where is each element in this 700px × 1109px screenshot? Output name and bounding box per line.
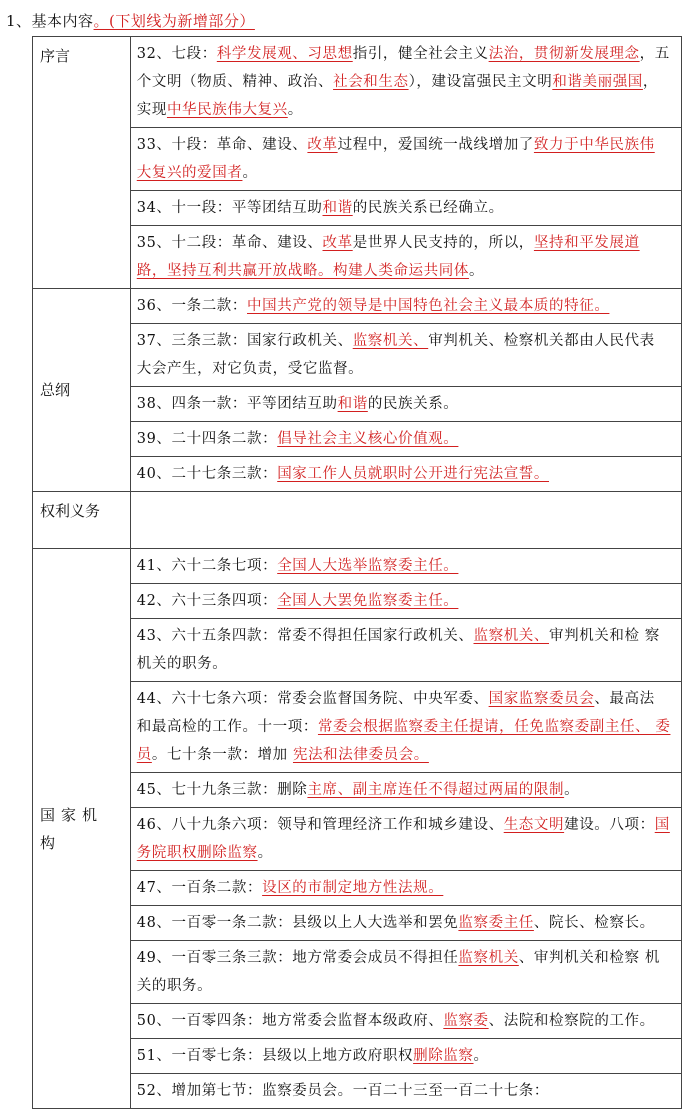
amendment-item [131, 941, 681, 1004]
heading-text: 1、基本内容 [6, 12, 94, 30]
item-text: 44、六十七条六项：常委会监督国务院、中央军委、 [136, 691, 489, 707]
amendment-item [131, 387, 681, 422]
item-text: 。七十条一款：增加 [151, 747, 293, 763]
item-text: 47、一百条二款： [136, 880, 263, 896]
added-text: 常委会根据监察委主任提请，任免监察委副主任、 委员 [136, 719, 671, 763]
item-list [130, 492, 681, 549]
item-text: 48、一百零一条二款：县级以上人大选举和罢免 [136, 915, 459, 931]
item-text: 。 [257, 845, 273, 861]
item-text: 的民族关系。 [367, 396, 459, 412]
item-list [130, 549, 681, 1109]
added-text: 坚持和平发展道 路，坚持互利共赢开放战略。构建人类命运共同体 [136, 235, 640, 279]
item-text: 50、一百零四条：地方常委会监督本级政府、 [136, 1013, 444, 1029]
amendment-item [131, 1074, 681, 1108]
item-text: 审判机关、检察机关都由人民代表 大会产生，对它负责，受它监督。 [136, 333, 655, 377]
section-row-preamble [33, 37, 682, 289]
amendment-item [131, 1039, 681, 1074]
added-text: 和谐 [322, 200, 353, 216]
item-text: 37、三条三款：国家行政机关、 [136, 333, 353, 349]
added-text: 全国人大罢免监察委主任。 [277, 593, 459, 609]
added-text: 致力于中华民族伟 大复兴的爱国者 [136, 137, 655, 181]
section-title: 序言 [33, 37, 131, 289]
item-text: ，实现 [136, 74, 659, 118]
added-text: 国家工作人员就职时公开进行宪法宣誓。 [277, 466, 550, 482]
item-text: 。 [242, 165, 258, 181]
item-text: 。 [287, 102, 303, 118]
item-text: 52、增加第七节：监察委员会。一百二十三至一百二十七条： [136, 1083, 549, 1099]
amendment-item [131, 584, 681, 619]
amendment-item [131, 226, 681, 288]
added-text: 国家监察委员会 [488, 691, 595, 707]
added-text: 宪法和法律委员会。 [292, 747, 429, 763]
item-text: 41、六十二条七项： [136, 558, 278, 574]
added-text: 监察机关、 [473, 628, 549, 644]
amendment-item [131, 773, 681, 808]
item-text: 32、七段： [136, 46, 217, 62]
item-text: 指引，健全社会主义 [352, 46, 489, 62]
item-text: 建设。八项： [564, 817, 655, 833]
amendment-item [131, 619, 681, 682]
added-text: 和谐 [337, 396, 368, 412]
item-text: 51、一百零七条：县级以上地方政府职权 [136, 1048, 414, 1064]
item-text: 。 [564, 782, 580, 798]
added-text: 监察委主任 [458, 915, 534, 931]
item-text: 、法院和检察院的工作。 [488, 1013, 655, 1029]
item-list [130, 37, 681, 289]
added-text: 设区的市制定地方性法规。 [262, 880, 444, 896]
added-text: 监察机关 [458, 950, 519, 966]
item-list [130, 289, 681, 492]
section-title: 权利义务 [33, 492, 131, 549]
amendment-item [131, 871, 681, 906]
amendment-item [131, 324, 681, 387]
added-text: 科学发展观、习思想 [216, 46, 353, 62]
item-text: 42、六十三条四项： [136, 593, 278, 609]
amendment-item [131, 128, 681, 191]
amendment-item [131, 191, 681, 226]
item-text: 是世界人民支持的，所以， [352, 235, 534, 251]
amendment-item [131, 1004, 681, 1039]
section-row-organs [33, 549, 682, 1109]
added-text: 主席、副主席连任不得超过两届的限制 [307, 782, 565, 798]
amendment-table [32, 36, 682, 1109]
item-text: 、审判机关和检察 机关的职务。 [136, 950, 660, 994]
section-title: 总纲 [33, 289, 131, 492]
item-text: ，五个文明（物质、精神、政治、 [136, 46, 670, 90]
added-text: 监察委 [443, 1013, 489, 1029]
added-text: 改革 [322, 235, 353, 251]
amendment-item [131, 682, 681, 773]
item-text: 36、一条二款： [136, 298, 248, 314]
section-title: 国家机构 [33, 549, 131, 1109]
item-text: 过程中，爱国统一战线增加了 [337, 137, 534, 153]
added-text: 社会和生态 [333, 74, 409, 90]
item-text: 。 [468, 263, 485, 279]
amendment-item [131, 906, 681, 941]
item-text: 45、七十九条三款：删除 [136, 782, 308, 798]
item-text: 43、六十五条四款：常委不得担任国家行政机关、 [136, 628, 474, 644]
item-text: 35、十二段：革命、建设、 [136, 235, 323, 251]
item-text: 、院长、检察长。 [533, 915, 655, 931]
added-text: 生态文明 [503, 817, 565, 833]
amendment-item [131, 549, 681, 584]
section-heading [6, 10, 255, 31]
added-text: 中国共产党的领导是中国特色社会主义最本质的特征。 [247, 298, 610, 314]
item-text: 40、二十七条三款： [136, 466, 278, 482]
amendment-item [131, 808, 681, 871]
added-text: 监察机关、 [352, 333, 429, 349]
added-text: 国务院职权删除监察 [136, 817, 670, 861]
item-text: 49、一百零三条三款：地方常委会成员不得担任 [136, 950, 459, 966]
section-row-general [33, 289, 682, 492]
item-text: 33、十段：革命、建设、 [136, 137, 308, 153]
amendment-item [131, 422, 681, 457]
amendment-item [131, 457, 681, 491]
item-text: ），建设富强民主文明 [408, 74, 553, 90]
item-text: 。 [473, 1048, 489, 1064]
added-text: 中华民族伟大复兴 [166, 102, 288, 118]
item-text: 46、八十九条六项：领导和管理经济工作和城乡建设、 [136, 817, 504, 833]
added-text: 倡导社会主义核心价值观。 [277, 431, 459, 447]
section-row-rights [33, 492, 682, 549]
item-text: 的民族关系已经确立。 [352, 200, 504, 216]
item-text: 、最高法 和最高检的工作。十一项： [136, 691, 655, 735]
item-text: 34、十一段：平等团结互助 [136, 200, 323, 216]
added-text: 全国人大选举监察委主任。 [277, 558, 459, 574]
heading-note: 。(下划线为新增部分） [93, 12, 255, 30]
added-text: 改革 [307, 137, 338, 153]
item-text: 38、四条一款：平等团结互助 [136, 396, 338, 412]
amendment-item [131, 37, 681, 128]
added-text: 删除监察 [413, 1048, 474, 1064]
added-text: 和谐美丽强国 [552, 74, 643, 90]
item-text: 39、二十四条二款： [136, 431, 278, 447]
added-text: 法治，贯彻新发展理念 [488, 46, 640, 62]
amendment-item [131, 289, 681, 324]
item-text: 审判机关和检 察机关的职务。 [136, 628, 660, 672]
